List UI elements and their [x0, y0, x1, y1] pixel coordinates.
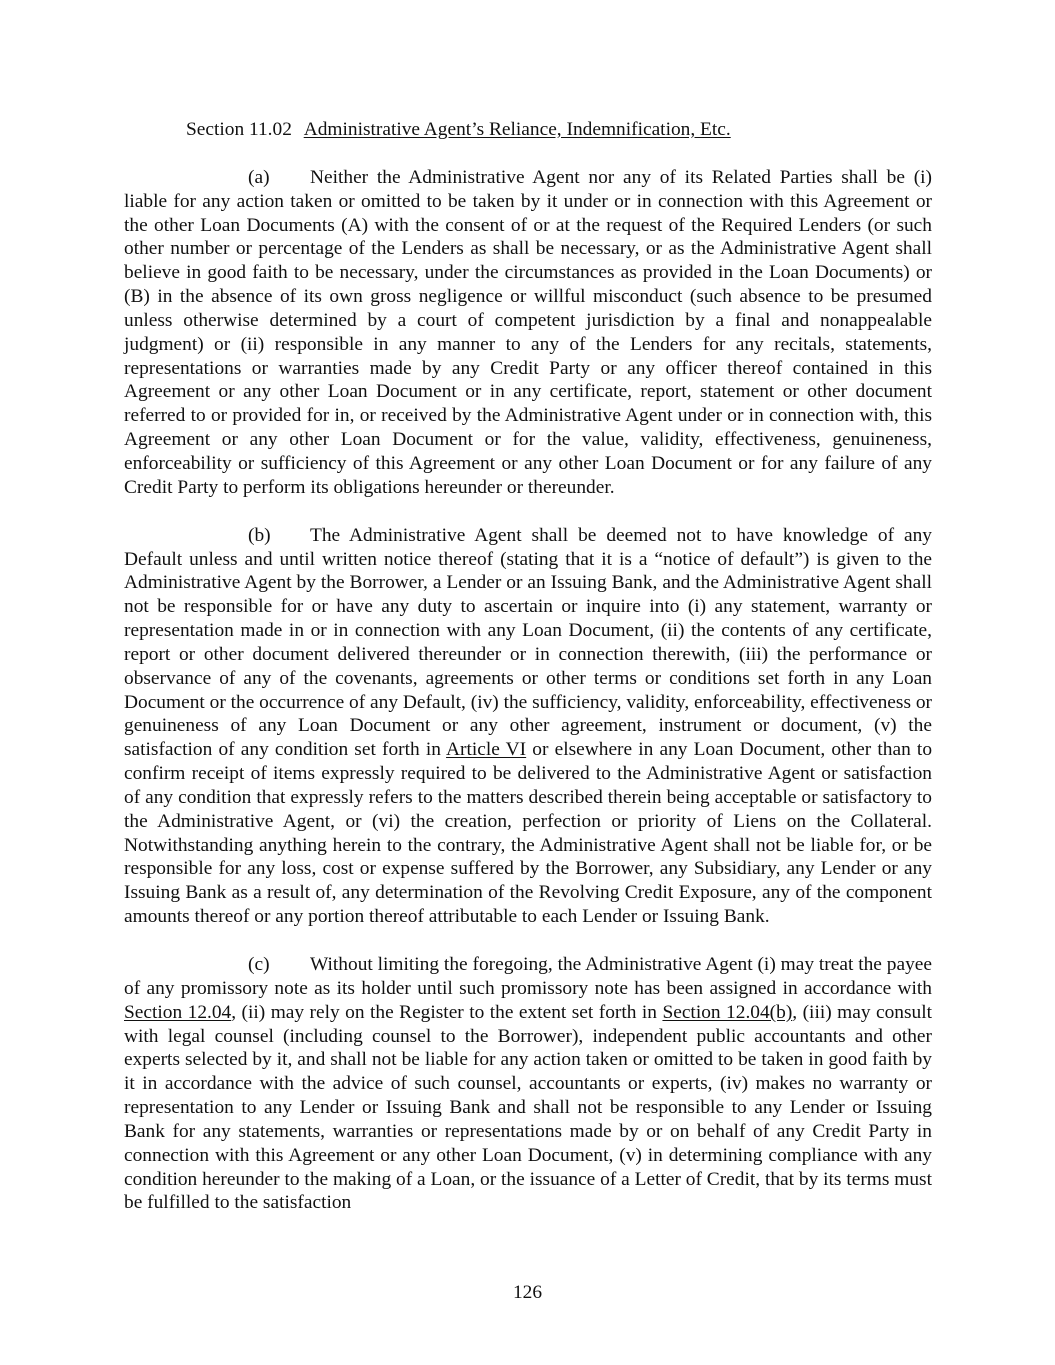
- paragraph-text: Without limiting the foregoing, the Administrative Agent (i) may treat the payee of any promissory note as its holder until such promissory note has been assigned in accordance with: [124, 954, 932, 999]
- paragraph-text: , (iii) may consult with legal counsel (including counsel to the Borrower), independent public accountants and other experts selected by it, and shall not be liable for any action taken or omitted to be taken in good faith by it in accordance with the advice of such counsel, accountants or experts, (iv) makes no warranty or representation to any Lender or Issuing Bank and shall not be responsible to any Lender or Issuing Bank for any statements, warranties or representations made by or on behalf of any Credit Party in connection with this Agreement or any other Loan Document, (v) in determining compliance with any condition hereunder to the making of a Loan, or the issuance of a Letter of Credit, that by its terms must be fulfilled to the satisfaction: [124, 1001, 932, 1214]
- cross-reference-section-12-04: Section 12.04: [124, 1001, 232, 1023]
- paragraph-text: or elsewhere in any Loan Document, other than to confirm receipt of items expressly required to be delivered to the Administrative Agent or satisfaction of any condition that expressly refers to the matters described therein being acceptable or satisfactory to the Administrative Agent, or (vi) the creation, perfection or priority of Liens on the Collateral. Notwithstanding anything herein to the contrary, the Administrative Agent shall not be liable for, or be responsible for any loss, cost or expense suffered by the Borrower, any Subsidiary, any Lender or any Issuing Bank as a result of, any determination of the Revolving Credit Exposure, any of the component amounts thereof or any portion thereof attributable to each Lender or Issuing Bank.: [124, 739, 933, 928]
- paragraph-b: [124, 524, 932, 929]
- page-number: 126: [512, 1282, 543, 1303]
- paragraph-label: (a): [248, 166, 270, 188]
- paragraph-c: [124, 953, 932, 1215]
- cross-reference-article-vi: Article VI: [446, 739, 527, 761]
- section-number: Section 11.02: [186, 119, 292, 140]
- document-page: [124, 118, 932, 1239]
- paragraph-text: Neither the Administrative Agent nor any of its Related Parties shall be (i) liable for any action taken or omitted to be taken by it under or in connection with this Agreement or the other Loan Documents (A) with the consent of or at the request of the Required Lenders (or such other number or percentage of the Lenders as shall be necessary, or as the Administrative Agent shall believe in good faith to be necessary, under the circumstances as provided in the Loan Documents) or (B) in the absence of its own gross negligence or willful misconduct (such absence to be presumed unless otherwise determined by a court of competent jurisdiction by a final and nonappealable judgment) or (ii) responsible in any manner to any of the Lenders for any recitals, statements, representations or warranties made by any Credit Party or any officer thereof contained in this Agreement or any other Loan Document or in any certificate, report, statement or other document referred to or provided for in, or received by the Administrative Agent under or in connection with, this Agreement or any other Loan Document or for the value, validity, effectiveness, genuineness, enforceability or sufficiency of this Agreement or any other Loan Document or for any failure of any Credit Party to perform its obligations hereunder or thereunder.: [124, 166, 932, 498]
- section-heading: [124, 118, 932, 142]
- paragraph-label: (b): [248, 524, 271, 546]
- paragraph-text: The Administrative Agent shall be deemed not to have knowledge of any Default unless and until written notice thereof (stating that it is a “notice of default”) is given to the Administrative Agent by the Borrower, a Lender or an Issuing Bank, and the Administrative Agent shall not be responsible for or have any duty to ascertain or inquire into (i) any statement, warranty or representation made in or in connection with any Loan Document, (ii) the contents of any certificate, report or other document delivered thereunder or in connection therewith, (iii) the performance or observance of any of the covenants, agreements or other terms or conditions set forth in any Loan Document or the occurrence of any Default, (iv) the sufficiency, validity, enforceability, effectiveness or genuineness of any Loan Document or any other agreement, instrument or document, (v) the satisfaction of any condition set forth in: [124, 524, 932, 761]
- paragraph-a: [124, 166, 932, 500]
- paragraph-label: (c): [248, 954, 270, 975]
- cross-reference-section-12-04-b: Section 12.04(b): [662, 1001, 793, 1023]
- section-title: Administrative Agent’s Reliance, Indemnification, Etc.: [303, 119, 731, 140]
- paragraph-text: , (ii) may rely on the Register to the extent set forth in: [231, 1001, 657, 1023]
